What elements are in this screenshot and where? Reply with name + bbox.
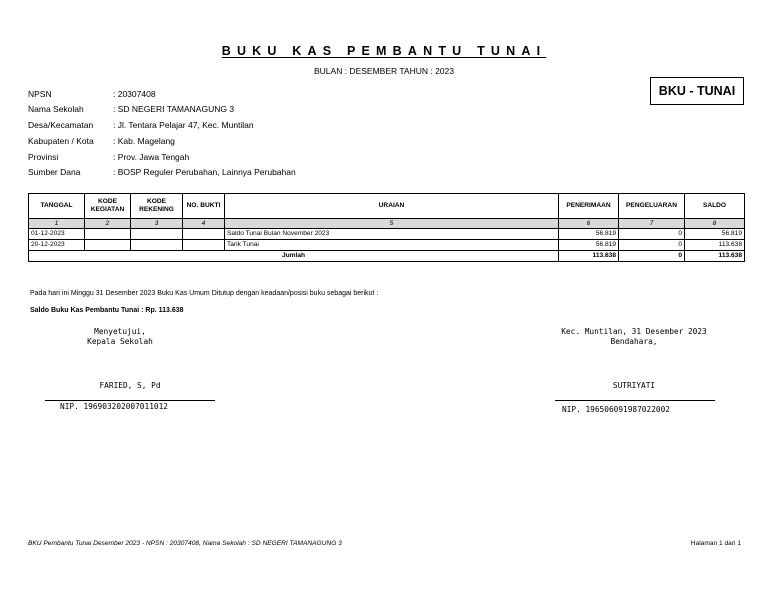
column-header-kode-rekening: KODE REKENING [131,194,183,219]
column-header-kode-kegiatan: KODE KEGIATAN [85,194,131,219]
right-sign-line2: Bendahara, [610,337,658,346]
info-value: : Prov. Jawa Tengah [113,152,190,162]
cell-kode-kegiatan [85,229,131,240]
table-total-row [29,251,745,262]
bku-badge: BKU - TUNAI [650,77,744,105]
cell-uraian: Saldo Tunai Bulan November 2023 [225,229,559,240]
closing-statement: Pada hari ini Minggu 31 Desember 2023 Buku Kas Umum Ditutup dengan keadaan/posisi buku sebagai berikut : [30,290,379,297]
cell-penerimaan: 56.819 [559,240,619,251]
total-label: Jumlah [29,251,559,262]
cell-tanggal: 20-12-2023 [29,240,85,251]
document-subtitle: BULAN : DESEMBER TAHUN : 2023 [314,66,454,76]
left-sign-line2: Kepala Sekolah [87,337,153,346]
column-header-tanggal: TANGGAL [29,194,85,219]
cell-pengeluaran: 0 [619,229,685,240]
cell-no-bukti [183,229,225,240]
info-label: NPSN [28,89,52,99]
info-label: Provinsi [28,152,59,162]
info-label: Desa/Kecamatan [28,120,94,130]
table-row [29,240,745,251]
info-value: : BOSP Reguler Perubahan, Lainnya Perubahan [113,167,296,177]
info-value: : Jl. Tentara Pelajar 47, Kec. Muntilan [113,120,254,130]
left-signatory-name: FARIED, S, Pd [99,381,161,390]
total-penerimaan: 113.638 [559,251,619,262]
column-number: 4 [183,219,225,229]
footer-text: BKU Pembantu Tunai Desember 2023 - NPSN : 20307408, Nama Sekolah : SD NEGERI TAMANAGUNG 3 [28,540,342,547]
column-header-pengeluaran: PENGELUARAN [619,194,685,219]
right-sign-line1: Kec. Muntilan, 31 Desember 2023 [561,327,707,336]
right-signatory-name: SUTRIYATI [612,381,656,390]
cell-penerimaan: 56.819 [559,229,619,240]
cell-tanggal: 01-12-2023 [29,229,85,240]
left-nip: NIP. 196903202007011012 [60,402,168,411]
cell-kode-kegiatan [85,240,131,251]
page-number: Halaman 1 dari 1 [690,540,741,547]
column-number: 2 [85,219,131,229]
cell-saldo: 56.819 [685,229,745,240]
info-value: : SD NEGERI TAMANAGUNG 3 [113,104,235,114]
cell-pengeluaran: 0 [619,240,685,251]
cell-saldo: 113.638 [685,240,745,251]
info-value: : Kab. Magelang [113,136,175,146]
cell-uraian: Tarik Tunai [225,240,559,251]
document-title: BUKU KAS PEMBANTU TUNAI [221,44,547,58]
info-label: Kabupaten / Kota [28,136,94,146]
column-number: 1 [29,219,85,229]
right-signature-line [555,400,715,401]
left-sign-line1: Menyetujui, [94,327,146,336]
cell-kode-rekening [131,229,183,240]
total-pengeluaran: 0 [619,251,685,262]
column-header-no-bukti: NO. BUKTI [183,194,225,219]
cash-book-table [28,193,745,262]
column-header-penerimaan: PENERIMAAN [559,194,619,219]
left-signature-line [45,400,215,401]
column-number: 7 [619,219,685,229]
cell-no-bukti [183,240,225,251]
column-number: 3 [131,219,183,229]
info-label: Sumber Dana [28,167,81,177]
total-saldo: 113.638 [685,251,745,262]
right-nip: NIP. 196506091987022002 [562,405,670,414]
column-number: 8 [685,219,745,229]
table-row [29,229,745,240]
column-number: 6 [559,219,619,229]
column-header-saldo: SALDO [685,194,745,219]
closing-saldo: Saldo Buku Kas Pembantu Tunai : Rp. 113.638 [30,307,184,314]
cell-kode-rekening [131,240,183,251]
info-label: Nama Sekolah [28,104,84,114]
column-number: 5 [225,219,559,229]
column-header-uraian: URAIAN [225,194,559,219]
info-value: : 20307408 [113,89,156,99]
table-header-row [29,194,745,219]
column-number-row [29,219,745,229]
